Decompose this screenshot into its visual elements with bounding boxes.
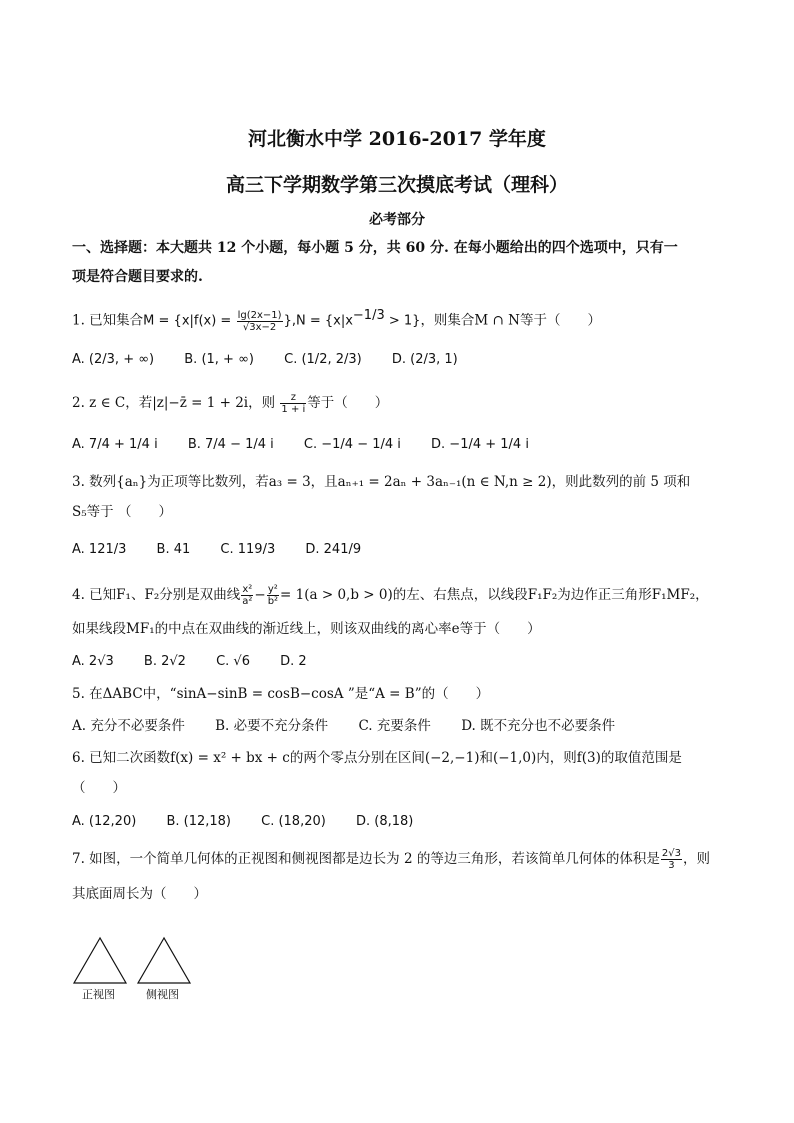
q2-fraction-den: 1 + i [281,404,306,415]
q2-option-b: B. 7/4 − 1/4 i [187,437,274,452]
q4-fraction-y [267,584,279,607]
section-heading-line1: 一、选择题：本大题共 12 个小题，每小题 5 分，共 60 分. 在每小题给出的四个选项中，只有一 [72,240,678,256]
q7-fraction-num: 2√3 [661,848,681,859]
q2-option-c: C. −1/4 − 1/4 i [303,437,401,452]
q1-option-d: D. (2/3, 1) [391,352,458,367]
question-6-line1: 6. 已知二次函数f(x) = x² + bx + c的两个零点分别在区间(−2,−1)和(−1,0)内，则f(3)的取值范围是 [72,750,682,766]
q7-text-a: 7. 如图，一个简单几何体的正视图和侧视图都是边长为 2 的等边三角形，若该简单几何体的体积是 [72,851,660,867]
question-5: 5. 在ΔABC中，“sinA−sinB = cosB−cosA ”是“A = B”的（ ） [72,686,490,702]
q1-option-a: A. (2/3, + ∞) [72,352,155,367]
q4-text-b: = 1(a > 0,b > 0)的左、右焦点，以线段F₁F₂为边作正三角形F₁MF₂， [280,587,709,603]
q4-option-b: B. 2√2 [143,654,186,669]
side-view-triangle [138,938,190,983]
q7-text-b: ，则 [682,851,710,867]
q1-fraction-den: √3x−2 [242,321,277,333]
q3-option-d: D. 241/9 [305,542,362,557]
exam-title-course: 高三下学期数学第三次摸底考试（理科） [225,174,568,196]
question-3-line2: S₅等于 （ ） [72,504,172,520]
q5-option-d: D. 既不充分也不必要条件 [461,718,616,734]
front-view-label: 正视图 [82,988,115,1001]
q4-fx-num: x² [242,584,253,595]
q6-options [72,812,439,832]
q1-text-c: },N = {x|x [283,313,353,329]
q1-option-c: C. (1/2, 2/3) [284,352,362,367]
q5-option-b: B. 必要不充分条件 [215,718,329,734]
q2-fraction [280,392,306,415]
q7-fraction [661,848,682,871]
q3-option-a: A. 121/3 [72,542,127,557]
q4-fx-den: a² [242,596,253,607]
question-2 [72,392,388,415]
q6-option-b: B. (12,18) [166,814,231,829]
q5-options [72,716,641,736]
exam-subtitle: 必考部分 [369,212,425,228]
q1-text-d: > 1} [384,313,421,329]
q6-option-d: D. (8,18) [355,814,414,829]
q1-options [72,350,484,370]
q4-option-c: C. √6 [216,654,250,669]
q7-views-figure [72,936,202,988]
q3-options [72,540,387,560]
q5-option-a: A. 充分不必要条件 [72,718,185,734]
question-7-line2: 其底面周长为（ ） [72,886,207,902]
side-view-label: 侧视图 [146,988,179,1001]
q2-options [72,435,555,455]
q1-exponent: −1/3 [352,308,385,323]
question-7-line1 [72,848,710,871]
q1-text-a: 1. 已知集合 [72,312,144,329]
q2-option-a: A. 7/4 + 1/4 i [72,437,158,452]
exam-title-school: 河北衡水中学 2016-2017 学年度 [248,128,546,150]
q4-text-a: 4. 已知F₁、F₂分别是双曲线 [72,587,241,603]
q4-options [72,652,333,672]
q4-option-a: A. 2√3 [72,654,114,669]
q5-option-c: C. 充要条件 [358,718,431,734]
q1-fraction-num: lg(2x−1) [237,309,282,321]
front-view-triangle [74,938,126,983]
q4-fy-den: b² [267,596,279,607]
q3-option-c: C. 119/3 [220,542,276,557]
q4-option-d: D. 2 [280,654,307,669]
q2-option-d: D. −1/4 + 1/4 i [431,437,529,452]
q1-text-b: M = {x|f(x) = [143,313,232,329]
q6-option-c: C. (18,20) [261,814,326,829]
q2-text-a: 2. z ∈ C，若|z|−z̄ = 1 + 2i，则 [72,395,276,411]
question-4-line1: 4. 已知F₁、F₂分别是双曲线 $\frac{\text{x²}}{\text{a²}}$ − $\frac{\text{y²}}{\text{b²}}$ = 1(a > 0,b > 0)的左、右焦点，以线段F₁F₂为边作正三角形F₁MF₂， [72,584,709,607]
question-6-line2: （ ） [72,780,126,796]
question-1 [72,306,601,333]
q6-option-a: A. (12,20) [72,814,137,829]
question-3-line1: 3. 数列{aₙ}为正项等比数列，若a₃ = 3，且aₙ₊₁ = 2aₙ + 3aₙ₋₁(n ∈ N,n ≥ 2)，则此数列的前 5 项和 [72,474,691,490]
q1-fraction [237,310,283,333]
q1-text-e: ，则集合M ∩ N等于（ ） [420,312,601,329]
section-heading-line2: 项是符合题目要求的. [72,269,203,285]
q1-option-b: B. (1, + ∞) [184,352,254,367]
q7-fraction-den: 3 [668,860,675,871]
q2-text-b: 等于（ ） [307,395,389,411]
q3-option-b: B. 41 [156,542,191,557]
question-4-line2: 如果线段MF₁的中点在双曲线的渐近线上，则该双曲线的离心率e等于（ ） [72,621,541,637]
q4-fy-num: y² [267,584,278,595]
q4-fraction-x [241,584,253,607]
q2-fraction-num: z [280,392,306,404]
